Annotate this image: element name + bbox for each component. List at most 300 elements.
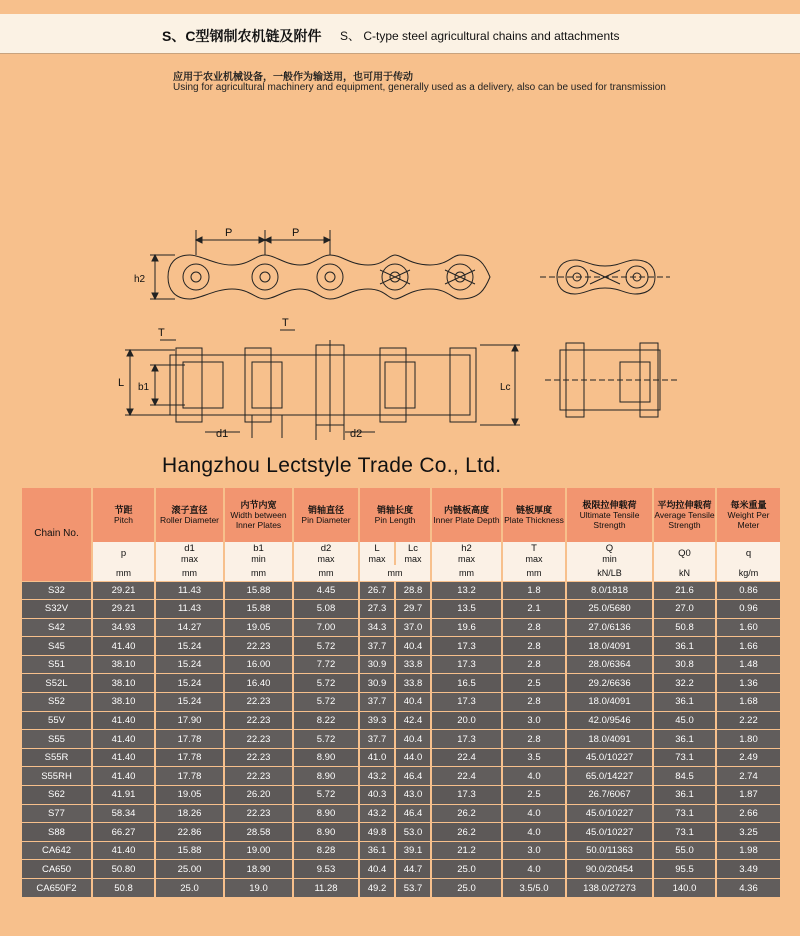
table-cell: 16.00 bbox=[224, 655, 293, 674]
chain-no-cell: S62 bbox=[22, 786, 92, 805]
table-cell: 49.2 bbox=[359, 879, 395, 898]
table-cell: 3.5 bbox=[502, 748, 566, 767]
table-cell: 43.2 bbox=[359, 804, 395, 823]
table-cell: 19.05 bbox=[155, 786, 224, 805]
table-cell: 73.1 bbox=[653, 804, 716, 823]
column-symbol bbox=[716, 542, 781, 565]
table-cell: 39.3 bbox=[359, 711, 395, 730]
table-row bbox=[22, 730, 781, 749]
table-cell: 55.0 bbox=[653, 841, 716, 860]
symbol-text: T bbox=[531, 542, 537, 554]
table-cell: 26.7/6067 bbox=[566, 786, 653, 805]
table-cell: 41.40 bbox=[92, 730, 155, 749]
table-cell: 36.1 bbox=[653, 637, 716, 656]
table-cell: 19.05 bbox=[224, 618, 293, 637]
table-cell: 38.10 bbox=[92, 674, 155, 693]
table-cell: 3.0 bbox=[502, 711, 566, 730]
table-cell: 5.72 bbox=[293, 674, 359, 693]
label-h2: h2 bbox=[134, 274, 146, 285]
table-cell: 2.8 bbox=[502, 693, 566, 712]
column-header-en: Inner Plate Depth bbox=[433, 515, 500, 525]
table-cell: 50.80 bbox=[92, 860, 155, 879]
table-cell: 84.5 bbox=[653, 767, 716, 786]
table-cell: 65.0/14227 bbox=[566, 767, 653, 786]
table-cell: 30.9 bbox=[359, 674, 395, 693]
table-cell: 2.5 bbox=[502, 786, 566, 805]
column-symbol bbox=[155, 542, 224, 565]
column-header-cn: 销轴直径 bbox=[307, 505, 344, 515]
table-cell: 15.88 bbox=[155, 841, 224, 860]
table-cell: 40.4 bbox=[359, 860, 395, 879]
column-unit: kN bbox=[653, 565, 716, 581]
table-cell: 1.48 bbox=[716, 655, 781, 674]
table-cell: 32.2 bbox=[653, 674, 716, 693]
table-cell: 18.26 bbox=[155, 804, 224, 823]
table-cell: 2.1 bbox=[502, 600, 566, 619]
table-cell: 5.72 bbox=[293, 786, 359, 805]
table-cell: 17.3 bbox=[431, 786, 502, 805]
table-cell: 29.2/6636 bbox=[566, 674, 653, 693]
table-cell: 29.7 bbox=[395, 600, 431, 619]
column-header bbox=[502, 488, 566, 542]
table-cell: 21.6 bbox=[653, 581, 716, 600]
table-cell: 40.4 bbox=[395, 730, 431, 749]
column-unit: mm bbox=[224, 565, 293, 581]
label-b1: b1 bbox=[138, 382, 150, 393]
column-symbol bbox=[395, 542, 431, 565]
column-header bbox=[431, 488, 502, 542]
table-row bbox=[22, 804, 781, 823]
table-row bbox=[22, 879, 781, 898]
chain-no-cell: S55 bbox=[22, 730, 92, 749]
table-row bbox=[22, 674, 781, 693]
table-cell: 43.0 bbox=[395, 786, 431, 805]
column-header-en: Pitch bbox=[114, 515, 133, 525]
table-cell: 44.7 bbox=[395, 860, 431, 879]
table-row bbox=[22, 581, 781, 600]
column-header-cn: 节距 bbox=[114, 505, 133, 515]
column-unit: mm bbox=[502, 565, 566, 581]
symbol-subtext: max bbox=[180, 553, 198, 564]
table-cell: 25.0/5680 bbox=[566, 600, 653, 619]
table-cell: 73.1 bbox=[653, 748, 716, 767]
table-cell: 37.0 bbox=[395, 618, 431, 637]
table-cell: 50.8 bbox=[92, 879, 155, 898]
column-header bbox=[566, 488, 653, 542]
table-cell: 22.23 bbox=[224, 711, 293, 730]
column-symbol bbox=[431, 542, 502, 565]
column-symbol bbox=[566, 542, 653, 565]
column-unit: mm bbox=[155, 565, 224, 581]
symbol-row bbox=[22, 542, 781, 565]
table-cell: 17.78 bbox=[155, 730, 224, 749]
symbol-text: q bbox=[745, 547, 752, 559]
symbol-subtext: max bbox=[317, 553, 335, 564]
table-cell: 16.5 bbox=[431, 674, 502, 693]
table-cell: 41.91 bbox=[92, 786, 155, 805]
table-cell: 26.20 bbox=[224, 786, 293, 805]
table-cell: 36.1 bbox=[359, 841, 395, 860]
table-cell: 66.27 bbox=[92, 823, 155, 842]
table-cell: 1.8 bbox=[502, 581, 566, 600]
table-cell: 4.45 bbox=[293, 581, 359, 600]
symbol-subtext: max bbox=[525, 553, 543, 564]
table-cell: 1.68 bbox=[716, 693, 781, 712]
table-cell: 53.7 bbox=[395, 879, 431, 898]
column-header bbox=[653, 488, 716, 542]
symbol-text: Lc bbox=[407, 542, 419, 554]
symbol-subtext: min bbox=[251, 553, 266, 564]
table-cell: 22.23 bbox=[224, 748, 293, 767]
table-cell: 4.36 bbox=[716, 879, 781, 898]
table-cell: 44.0 bbox=[395, 748, 431, 767]
table-cell: 0.96 bbox=[716, 600, 781, 619]
table-cell: 90.0/20454 bbox=[566, 860, 653, 879]
table-cell: 13.2 bbox=[431, 581, 502, 600]
table-cell: 41.40 bbox=[92, 711, 155, 730]
table-cell: 40.4 bbox=[395, 693, 431, 712]
table-row bbox=[22, 748, 781, 767]
table-cell: 7.00 bbox=[293, 618, 359, 637]
table-cell: 17.78 bbox=[155, 748, 224, 767]
table-cell: 17.78 bbox=[155, 767, 224, 786]
table-cell: 36.1 bbox=[653, 786, 716, 805]
chain-no-header: Chain No. bbox=[22, 488, 92, 581]
table-cell: 38.10 bbox=[92, 693, 155, 712]
chain-no-cell: S77 bbox=[22, 804, 92, 823]
table-cell: 4.0 bbox=[502, 767, 566, 786]
table-cell: 29.21 bbox=[92, 600, 155, 619]
column-header-cn: 销轴长度 bbox=[376, 505, 413, 515]
table-cell: 41.0 bbox=[359, 748, 395, 767]
chain-end-view bbox=[540, 260, 670, 294]
table-row bbox=[22, 841, 781, 860]
symbol-text: L bbox=[374, 542, 380, 554]
table-cell: 15.88 bbox=[224, 600, 293, 619]
table-cell: 22.23 bbox=[224, 804, 293, 823]
table-cell: 8.90 bbox=[293, 748, 359, 767]
table-cell: 43.2 bbox=[359, 767, 395, 786]
table-cell: 41.40 bbox=[92, 637, 155, 656]
table-cell: 34.93 bbox=[92, 618, 155, 637]
table-cell: 1.36 bbox=[716, 674, 781, 693]
table-cell: 41.40 bbox=[92, 841, 155, 860]
table-cell: 2.74 bbox=[716, 767, 781, 786]
table-cell: 3.25 bbox=[716, 823, 781, 842]
table-cell: 2.8 bbox=[502, 637, 566, 656]
table-cell: 40.3 bbox=[359, 786, 395, 805]
table-cell: 30.9 bbox=[359, 655, 395, 674]
column-symbol bbox=[92, 542, 155, 565]
table-cell: 45.0/10227 bbox=[566, 748, 653, 767]
chain-spec-table bbox=[22, 488, 782, 897]
chain-no-cell: CA650F2 bbox=[22, 879, 92, 898]
table-cell: 19.6 bbox=[431, 618, 502, 637]
table-cell: 18.0/4091 bbox=[566, 730, 653, 749]
table-cell: 8.90 bbox=[293, 767, 359, 786]
table-cell: 38.10 bbox=[92, 655, 155, 674]
column-header-cn: 内链板高度 bbox=[443, 505, 489, 515]
table-cell: 28.8 bbox=[395, 581, 431, 600]
table-cell: 5.08 bbox=[293, 600, 359, 619]
symbol-subtext: max bbox=[404, 553, 422, 564]
column-header bbox=[716, 488, 781, 542]
table-cell: 8.28 bbox=[293, 841, 359, 860]
column-header-cn: 每米重量 bbox=[730, 500, 767, 510]
company-watermark: Hangzhou Lectstyle Trade Co., Ltd. bbox=[162, 454, 502, 477]
table-cell: 18.0/4091 bbox=[566, 693, 653, 712]
table-cell: 30.8 bbox=[653, 655, 716, 674]
table-cell: 45.0/10227 bbox=[566, 823, 653, 842]
column-symbol bbox=[359, 542, 395, 565]
table-cell: 15.88 bbox=[224, 581, 293, 600]
intro-text-en: Using for agricultural machinery and equipment, generally used as a delivery, also can be used for transmission bbox=[173, 82, 666, 93]
table-cell: 49.8 bbox=[359, 823, 395, 842]
table-cell: 3.49 bbox=[716, 860, 781, 879]
chain-no-cell: S42 bbox=[22, 618, 92, 637]
column-header bbox=[359, 488, 431, 542]
table-cell: 28.58 bbox=[224, 823, 293, 842]
column-unit: mm bbox=[92, 565, 155, 581]
table-cell: 4.0 bbox=[502, 804, 566, 823]
table-row bbox=[22, 693, 781, 712]
table-cell: 15.24 bbox=[155, 674, 224, 693]
table-cell: 22.23 bbox=[224, 693, 293, 712]
table-cell: 26.2 bbox=[431, 804, 502, 823]
table-cell: 3.0 bbox=[502, 841, 566, 860]
table-cell: 11.43 bbox=[155, 581, 224, 600]
table-cell: 22.23 bbox=[224, 637, 293, 656]
column-header-cn: 链板厚度 bbox=[515, 505, 552, 515]
table-cell: 1.60 bbox=[716, 618, 781, 637]
chain-no-cell: S55R bbox=[22, 748, 92, 767]
column-header bbox=[293, 488, 359, 542]
table-cell: 15.24 bbox=[155, 637, 224, 656]
symbol-subtext: min bbox=[602, 553, 617, 564]
table-cell: 25.00 bbox=[155, 860, 224, 879]
table-cell: 11.28 bbox=[293, 879, 359, 898]
table-cell: 20.0 bbox=[431, 711, 502, 730]
chain-side-view bbox=[150, 230, 490, 299]
table-cell: 29.21 bbox=[92, 581, 155, 600]
table-cell: 22.4 bbox=[431, 767, 502, 786]
table-cell: 36.1 bbox=[653, 730, 716, 749]
column-header-en: Plate Thickness bbox=[504, 515, 564, 525]
label-pitch-1: P bbox=[225, 227, 233, 239]
table-cell: 8.22 bbox=[293, 711, 359, 730]
table-row bbox=[22, 786, 781, 805]
symbol-text: d2 bbox=[320, 542, 332, 554]
table-cell: 50.0/11363 bbox=[566, 841, 653, 860]
chain-no-cell: S32V bbox=[22, 600, 92, 619]
symbol-subtext: max bbox=[368, 553, 386, 564]
symbol-text: b1 bbox=[253, 542, 264, 554]
table-cell: 8.90 bbox=[293, 804, 359, 823]
table-cell: 1.80 bbox=[716, 730, 781, 749]
header-row bbox=[22, 488, 781, 542]
symbol-text: Q0 bbox=[678, 547, 691, 559]
table-cell: 46.4 bbox=[395, 804, 431, 823]
table-cell: 33.8 bbox=[395, 674, 431, 693]
table-cell: 27.0/6136 bbox=[566, 618, 653, 637]
table-cell: 8.0/1818 bbox=[566, 581, 653, 600]
table-cell: 25.0 bbox=[431, 860, 502, 879]
table-cell: 17.90 bbox=[155, 711, 224, 730]
column-header bbox=[92, 488, 155, 542]
table-cell: 140.0 bbox=[653, 879, 716, 898]
table-row bbox=[22, 618, 781, 637]
chain-no-cell: S32 bbox=[22, 581, 92, 600]
chain-no-cell: S45 bbox=[22, 637, 92, 656]
table-cell: 19.0 bbox=[224, 879, 293, 898]
table-cell: 4.0 bbox=[502, 860, 566, 879]
table-row bbox=[22, 655, 781, 674]
table-cell: 42.4 bbox=[395, 711, 431, 730]
table-cell: 26.2 bbox=[431, 823, 502, 842]
table-cell: 17.3 bbox=[431, 730, 502, 749]
table-cell: 22.23 bbox=[224, 767, 293, 786]
table-cell: 14.27 bbox=[155, 618, 224, 637]
table-cell: 34.3 bbox=[359, 618, 395, 637]
label-lc: Lc bbox=[500, 382, 511, 393]
column-header-en: Width between Inner Plates bbox=[230, 510, 287, 530]
header-title-en: S、 C-type steel agricultural chains and attachments bbox=[340, 29, 620, 43]
column-header-en: Roller Diameter bbox=[159, 515, 220, 525]
table-cell: 15.24 bbox=[155, 693, 224, 712]
column-header-cn: 滚子直径 bbox=[171, 505, 208, 515]
table-cell: 53.0 bbox=[395, 823, 431, 842]
column-unit: kN/LB bbox=[566, 565, 653, 581]
column-header-cn: 内节内宽 bbox=[240, 500, 277, 510]
table-cell: 37.7 bbox=[359, 693, 395, 712]
column-header-en: Pin Diameter bbox=[301, 515, 351, 525]
column-unit: kg/m bbox=[716, 565, 781, 581]
table-cell: 37.7 bbox=[359, 730, 395, 749]
table-cell: 2.49 bbox=[716, 748, 781, 767]
symbol-text: d1 bbox=[184, 542, 195, 554]
table-cell: 36.1 bbox=[653, 693, 716, 712]
table-cell: 19.00 bbox=[224, 841, 293, 860]
header-title-cn: S、C型钢制农机链及附件 bbox=[162, 28, 322, 44]
table-cell: 37.7 bbox=[359, 637, 395, 656]
chain-no-cell: S51 bbox=[22, 655, 92, 674]
table-cell: 1.87 bbox=[716, 786, 781, 805]
table-cell: 4.0 bbox=[502, 823, 566, 842]
symbol-subtext: max bbox=[457, 553, 475, 564]
chain-no-cell: S55RH bbox=[22, 767, 92, 786]
table-row bbox=[22, 860, 781, 879]
table-cell: 95.5 bbox=[653, 860, 716, 879]
column-header-en: Ultimate Tensile Strength bbox=[579, 510, 640, 530]
table-cell: 17.3 bbox=[431, 637, 502, 656]
table-cell: 0.86 bbox=[716, 581, 781, 600]
chain-no-cell: CA642 bbox=[22, 841, 92, 860]
table-cell: 16.40 bbox=[224, 674, 293, 693]
table-cell: 39.1 bbox=[395, 841, 431, 860]
table-row bbox=[22, 823, 781, 842]
column-unit: mm bbox=[359, 565, 431, 581]
table-cell: 41.40 bbox=[92, 767, 155, 786]
table-cell: 2.66 bbox=[716, 804, 781, 823]
column-header-en: Pin Length bbox=[374, 515, 416, 525]
table-cell: 5.72 bbox=[293, 730, 359, 749]
table-cell: 1.66 bbox=[716, 637, 781, 656]
table-cell: 41.40 bbox=[92, 748, 155, 767]
table-cell: 2.8 bbox=[502, 618, 566, 637]
intro-text-cn: 应用于农业机械设备，一般作为输送用，也可用于传动 bbox=[173, 72, 413, 83]
table-row bbox=[22, 600, 781, 619]
table-cell: 73.1 bbox=[653, 823, 716, 842]
table-cell: 9.53 bbox=[293, 860, 359, 879]
label-d2: d2 bbox=[350, 428, 363, 440]
table-cell: 21.2 bbox=[431, 841, 502, 860]
column-unit: mm bbox=[431, 565, 502, 581]
column-header-en: Average Tensile Strength bbox=[654, 510, 715, 530]
table-cell: 22.23 bbox=[224, 730, 293, 749]
table-cell: 5.72 bbox=[293, 637, 359, 656]
symbol-text: h2 bbox=[461, 542, 472, 554]
table-cell: 25.0 bbox=[431, 879, 502, 898]
column-symbol bbox=[653, 542, 716, 565]
table-cell: 22.86 bbox=[155, 823, 224, 842]
table-cell: 27.0 bbox=[653, 600, 716, 619]
table-cell: 27.3 bbox=[359, 600, 395, 619]
table-cell: 17.3 bbox=[431, 693, 502, 712]
column-header bbox=[155, 488, 224, 542]
table-cell: 15.24 bbox=[155, 655, 224, 674]
symbol-text: Q bbox=[605, 542, 614, 554]
table-cell: 46.4 bbox=[395, 767, 431, 786]
table-cell: 3.5/5.0 bbox=[502, 879, 566, 898]
label-pitch-2: P bbox=[292, 227, 300, 239]
table-cell: 45.0/10227 bbox=[566, 804, 653, 823]
column-symbol bbox=[502, 542, 566, 565]
table-row bbox=[22, 637, 781, 656]
chain-no-cell: 55V bbox=[22, 711, 92, 730]
chain-technical-drawing bbox=[0, 200, 800, 450]
column-header-en: Weight Per Meter bbox=[727, 510, 770, 530]
column-header-cn: 平均拉伸载荷 bbox=[657, 500, 712, 510]
table-cell: 13.5 bbox=[431, 600, 502, 619]
table-cell: 25.0 bbox=[155, 879, 224, 898]
table-cell: 42.0/9546 bbox=[566, 711, 653, 730]
table-cell: 18.0/4091 bbox=[566, 637, 653, 656]
table-row bbox=[22, 767, 781, 786]
table-cell: 18.90 bbox=[224, 860, 293, 879]
chain-no-cell: S52 bbox=[22, 693, 92, 712]
table-cell: 2.22 bbox=[716, 711, 781, 730]
column-symbol bbox=[224, 542, 293, 565]
table-cell: 2.5 bbox=[502, 674, 566, 693]
column-unit: mm bbox=[293, 565, 359, 581]
table-cell: 26.7 bbox=[359, 581, 395, 600]
table-cell: 7.72 bbox=[293, 655, 359, 674]
table-cell: 33.8 bbox=[395, 655, 431, 674]
table-cell: 58.34 bbox=[92, 804, 155, 823]
table-cell: 2.8 bbox=[502, 655, 566, 674]
table-cell: 22.4 bbox=[431, 748, 502, 767]
chain-no-cell: S88 bbox=[22, 823, 92, 842]
table-cell: 28.0/6364 bbox=[566, 655, 653, 674]
unit-row bbox=[22, 565, 781, 581]
table-cell: 50.8 bbox=[653, 618, 716, 637]
table-cell: 17.3 bbox=[431, 655, 502, 674]
table-row bbox=[22, 711, 781, 730]
table-cell: 138.0/27273 bbox=[566, 879, 653, 898]
table-cell: 40.4 bbox=[395, 637, 431, 656]
chain-no-cell: CA650 bbox=[22, 860, 92, 879]
column-header-cn: 极限拉伸载荷 bbox=[582, 500, 637, 510]
